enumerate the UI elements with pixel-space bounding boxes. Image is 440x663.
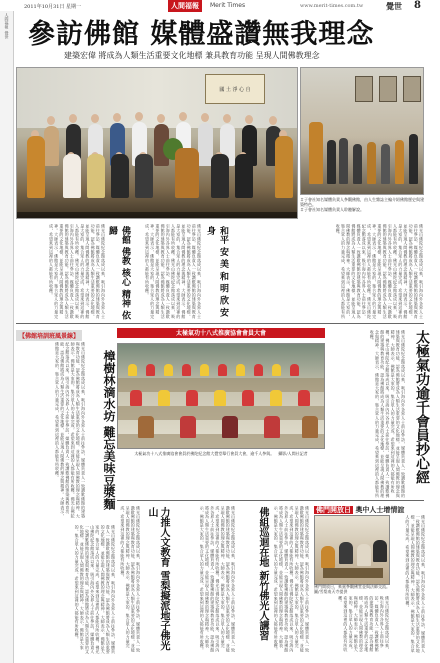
- main-subheadline: 建築宏偉 將成為人類生活重要文化地標 兼具教育功能 呈現人間佛教理念: [64, 51, 320, 60]
- story1-text: 佛光山佛陀紀念館落成以來，吸引海內外各界人士前往參訪，媒體負責人一致讚歎佛館的建築與教育功能，認為佛館將成為人類生活重要的文化地標，並能呈現人間佛教的理念與精神。大師表示，佛館是大家的，集合眾人的力量完成，希望來到這裡的人都能有所收穫。佛光山佛陀紀念館落成以來，吸引海內外各界人士前往參訪，媒體負責人一致讚歎佛館的建築與教育功能，認為佛館將成為人類生活重要的文化地標，並能呈現人間佛教的理念與精神。大師表示，佛館是大家的，集合眾人的力量完成，希望來到這裡的人都能有所收穫。: [74, 525, 116, 655]
- section-name: 覺世: [386, 1, 402, 11]
- open-day-heading: [314, 505, 404, 515]
- group-photo: [16, 67, 298, 219]
- meeting-photo: [117, 343, 325, 449]
- open-day-text: 佛光山佛陀紀念館落成以來，吸引海內外各界人士前往參訪，媒體負責人一致讚歎佛館的建築與教育功能，認為佛館將成為人類生活重要的文化地標，並能呈現人間佛教的理念與精神。大師表示，佛館是大家的，集合眾人的力量完成，希望來到這裡的人都能有所收穫。: [405, 515, 426, 653]
- calligraphy-scroll: 國 土 淨 心 自: [205, 74, 265, 104]
- story3-headline: 力推人文教育 雪梨擬派地子佛光山: [146, 507, 169, 651]
- open-day-tag: 佛門開放日: [316, 506, 351, 514]
- feature-box-title: 【佛館培訓班風景線】: [16, 330, 82, 341]
- open-day-text: 佛光山佛陀紀念館落成以來，吸引海內外各界人士前往參訪，媒體負責人一致讚歎佛館的建築與教育功能，認為佛館將成為人類生活重要的文化地標，並能呈現人間佛教的理念與精神。大師表示，佛館是大家的，集合眾人的力量完成，希望來到這裡的人都能有所收穫。: [338, 596, 390, 652]
- story4-headline: 佛組巡迴在地 新竹佛光人講習: [257, 507, 268, 641]
- newspaper-logo: 人間福報: [168, 0, 202, 12]
- story3-text: 佛光山佛陀紀念館落成以來，吸引海內外各界人士前往參訪，媒體負責人一致讚歎佛館的建築與教育功能，認為佛館將成為人類生活重要的文化地標，並能呈現人間佛教的理念與精神。大師表示，佛館是大家的，集合眾人的力量完成，希望來到這裡的人都能有所收穫。: [120, 506, 141, 653]
- open-day-photo: [314, 515, 390, 585]
- story3-text: 佛光山佛陀紀念館落成以來，吸引海內外各界人士前往參訪，媒體負責人一致讚歎佛館的建築與教育功能，認為佛館將成為人類生活重要的文化地標，並能呈現人間佛教的理念與精神。大師表示，佛館是大家的，集合眾人的力量完成，希望來到這裡的人都能有所收穫。佛光山佛陀紀念館落成以來，吸引海內外各界人士前往參訪，媒體負責人一致讚歎佛館的建築與教育功能，認為佛館將成為人類生活重要的文化地標，並能呈現人間佛教的理念與精神。大師表示，佛館是大家的，集合眾人的力量完成，希望來到這裡的人都能有所收穫。: [199, 506, 236, 653]
- section-rule: [117, 500, 424, 501]
- story2-headline: 太極氣功逾千會員抄心經: [414, 330, 430, 484]
- story2-text: 佛光山佛陀紀念館落成以來，吸引海內外各界人士前往參訪，媒體負責人一致讚歎佛館的建築與教育功能，認為佛館將成為人類生活重要的文化地標，並能呈現人間佛教的理念與精神。大師表示，佛館是大家的，集合眾人的力量完成，希望來到這裡的人都能有所收穫。佛光山佛陀紀念館落成以來，吸引海內外各界人士前往參訪，媒體負責人一致讚歎佛館的建築與教育功能，認為佛館將成為人類生活重要的文化地標，並能呈現人間佛教的理念與精神。大師表示，佛館是大家的，集合眾人的力量完成，希望來到這裡的人都能有所收穫。: [369, 330, 406, 498]
- article-text-block: 佛光山佛陀紀念館落成以來，吸引海內外各界人士前往參訪，媒體負責人一致讚歎佛館的建築與教育功能，認為佛館將成為人類生活重要的文化地標，並能呈現人間佛教的理念與精神。大師表示，佛館是大家的，集合眾人的力量完成，希望來到這裡的人都能有所收穫。佛光山佛陀紀念館落成以來，吸引海內外各界人士前往參訪，媒體負責人一致讚歎佛館的建築與教育功能，認為佛館將成為人類生活重要的文化地標，並能呈現人間佛教的理念與精神。大師表示，佛館是大家的，集合眾人的力量完成，希望來到這裡的人都能有所收穫。: [144, 224, 202, 319]
- open-day-photo-caption: 佛門開放日，來賓參觀佛堂並與法師交流。 圖/雪梨南天寺提供: [314, 584, 394, 594]
- meeting-photo-caption: 太極氣功十八式推廣協會會員於佛陀紀念館大覺堂舉行會員大會，逾千人參與。 攝影/人間社記者: [134, 451, 308, 456]
- gallery-photo-caption: ＃子會社知名媒體負責人參觀佛館，由人生雜誌主編介紹佛館歷史與建築特色。 ＃子會社知名媒體負責人聆聽解說。: [300, 197, 424, 212]
- story1-headline: 樟樹林滴水坊 難忘美味豆漿麵: [102, 350, 116, 511]
- left-margin-strip: [0, 11, 14, 663]
- newspaper-logo-english: Merit Times: [210, 2, 246, 9]
- main-headline: 參訪佛館 媒體盛讚無我理念: [28, 19, 375, 50]
- article-head-b: 和平 安 美 和 明 欣 安 身: [205, 226, 228, 317]
- gallery-photo: [300, 67, 424, 195]
- page-number: 8: [414, 0, 421, 11]
- article-text-block: 佛光山佛陀紀念館落成以來，吸引海內外各界人士前往參訪，媒體負責人一致讚歎佛館的建築與教育功能，認為佛館將成為人類生活重要的文化地標，並能呈現人間佛教的理念與精神。大師表示，佛館是大家的，集合眾人的力量完成，希望來到這裡的人都能有所收穫。佛光山佛陀紀念館落成以來，吸引海內外各界人士前往參訪，媒體負責人一致讚歎佛館的建築與教育功能，認為佛館將成為人類生活重要的文化地標，並能呈現人間佛教的理念與精神。大師表示，佛館是大家的，集合眾人的力量完成，希望來到這裡的人都能有所收穫。: [48, 224, 106, 319]
- story4-text: 佛光山佛陀紀念館落成以來，吸引海內外各界人士前往參訪，媒體負責人一致讚歎佛館的建築與教育功能，認為佛館將成為人類生活重要的文化地標，並能呈現人間佛教的理念與精神。大師表示，佛館是大家的，集合眾人的力量完成，希望來到這裡的人都能有所收穫。佛光山佛陀紀念館落成以來，吸引海內外各界人士前往參訪，媒體負責人一致讚歎佛館的建築與教育功能，認為佛館將成為人類生活重要的文化地標，並能呈現人間佛教的理念與精神。大師表示，佛館是大家的，集合眾人的力量完成，希望來到這裡的人都能有所收穫。: [273, 506, 310, 653]
- event-banner: 太極氣功十八式推廣協會會員大會: [117, 328, 325, 338]
- strip-label: 人間福報: [4, 13, 10, 29]
- article-head-a: 佛館 佛教 核心 精神 依歸: [107, 226, 130, 320]
- story1-text: 佛光山佛陀紀念館落成以來，吸引海內外各界人士前往參訪，媒體負責人一致讚歎佛館的建築與教育功能，認為佛館將成為人類生活重要的文化地標，並能呈現人間佛教的理念與精神。大師表示，佛館是大家的，集合眾人的力量完成，希望來到這裡的人都能有所收穫。佛光山佛陀紀念館落成以來，吸引海內外各界人士前往參訪，媒體負責人一致讚歎佛館的建築與教育功能，認為佛館將成為人類生活重要的文化地標，並能呈現人間佛教的理念與精神。大師表示，佛館是大家的，集合眾人的力量完成，希望來到這裡的人都能有所收穫。: [54, 342, 86, 519]
- strip-label: 覺世: [4, 31, 10, 39]
- section-rule: [16, 323, 424, 324]
- masthead-bar: [0, 0, 440, 11]
- site-url: www.merit-times.com.tw: [300, 3, 364, 9]
- article-text-block: 佛光山佛陀紀念館落成以來，吸引海內外各界人士前往參訪，媒體負責人一致讚歎佛館的建築與教育功能，認為佛館將成為人類生活重要的文化地標，並能呈現人間佛教的理念與精神。大師表示，佛館是大家的，集合眾人的力量完成，希望來到這裡的人都能有所收穫。佛光山佛陀紀念館落成以來，吸引海內外各界人士前往參訪，媒體負責人一致讚歎佛館的建築與教育功能，認為佛館將成為人類生活重要的文化地標，並能呈現人間佛教的理念與精神。大師表示，佛館是大家的，集合眾人的力量完成，希望來到這裡的人都能有所收穫。佛光山佛陀紀念館落成以來，吸引海內外各界人士前往參訪，媒體負責人一致讚歎佛館的建築與教育功能，認為佛館將成為人類生活重要的文化地標，並能呈現人間佛教的理念與精神。大師表示，佛館是大家的，集合眾人的力量完成，希望來到這裡的人都能有所收穫。: [335, 224, 424, 319]
- issue-date: 2011年10月31日 星期一: [24, 4, 82, 10]
- open-day-title: 奧中人士增情誼: [355, 506, 405, 514]
